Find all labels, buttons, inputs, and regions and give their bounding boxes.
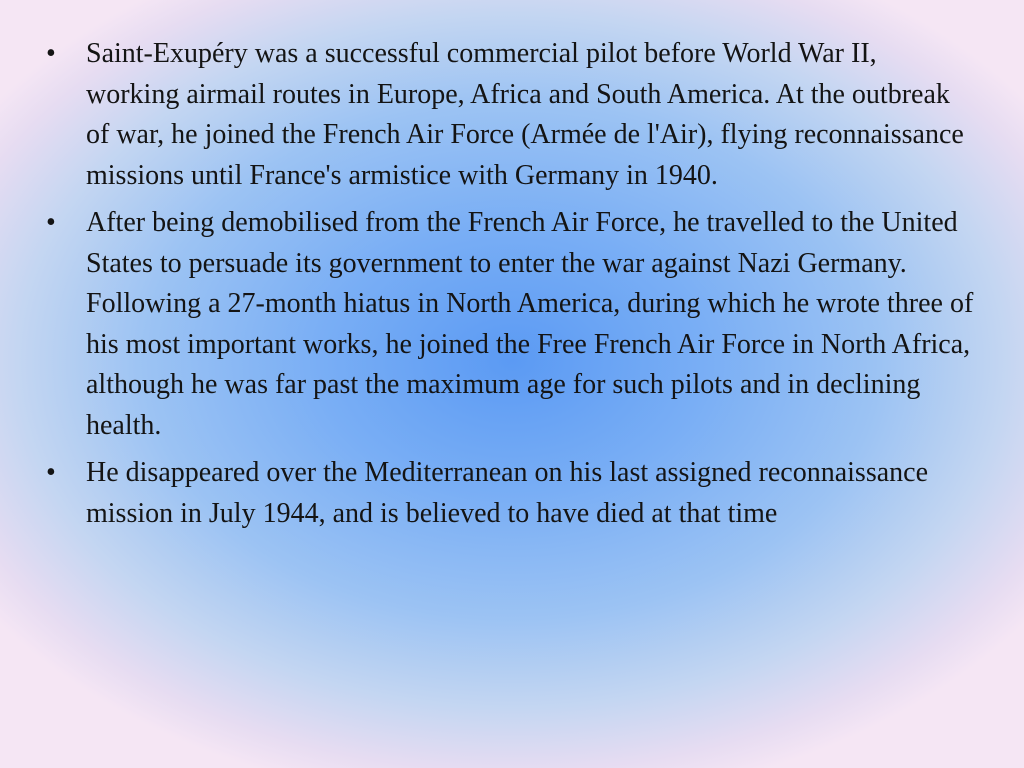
- bullet-text: He disappeared over the Mediterranean on his last assigned reconnaissance mission in July 1944, and is believed to have died at that time: [86, 457, 929, 529]
- bullet-text: After being demobilised from the French Air Force, he travelled to the United States to persuade its government to enter the war against Nazi Germany. Following a 27-month hiatus in North America, during which he wrote three of his most important works, he joined the Free French Air Force in North Africa, although he was far past the maximum age for such pilots and in declining health.: [86, 207, 974, 441]
- bullet-item-1: [46, 34, 976, 196]
- bullet-icon: •: [46, 38, 56, 69]
- bullet-text: Saint-Exupéry was a successful commercial pilot before World War II, working airmail routes in Europe, Africa and South America. At the outbreak of war, he joined the French Air Force (Armée de l'Air), flying reconnaissance missions until France's armistice with Germany in 1940.: [86, 38, 964, 191]
- bullet-icon: •: [46, 207, 56, 238]
- bullet-icon: •: [46, 457, 56, 488]
- bullet-item-3: [46, 453, 976, 534]
- bullet-list: [46, 34, 976, 534]
- bullet-item-2: [46, 203, 976, 446]
- slide-content: [46, 34, 976, 541]
